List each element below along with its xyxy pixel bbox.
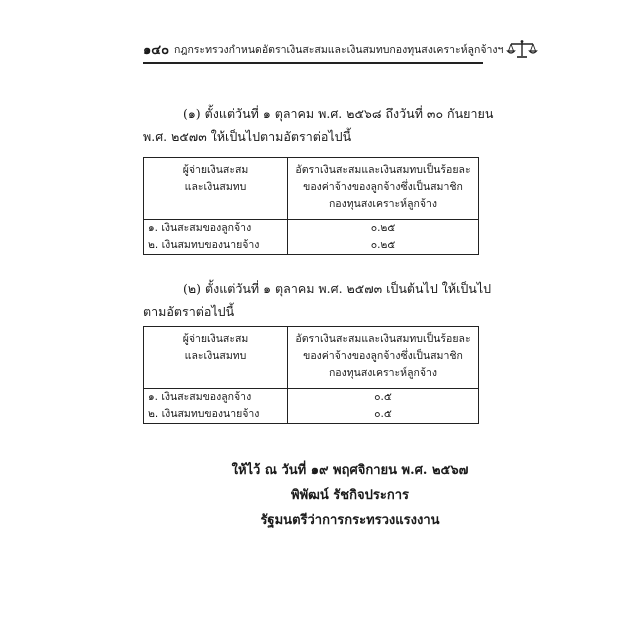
rate-cell: ๐.๒๕ xyxy=(288,220,479,238)
header-text: กองทุนสงเคราะห์ลูกจ้าง xyxy=(328,198,438,210)
payer-cell: ๒. เงินสมทบของนายจ้าง xyxy=(144,237,288,255)
header-text: ผู้จ่ายเงินสะสม xyxy=(182,164,249,176)
header-text: ผู้จ่ายเงินสะสม xyxy=(182,333,249,345)
section-1-line-1: (๑) ตั้งแต่วันที่ ๑ ตุลาคม พ.ศ. ๒๕๖๘ ถึงวันที่ ๓๐ กันยายน xyxy=(183,106,494,121)
given-date-line: ให้ไว้ ณ วันที่ ๑๙ พฤศจิกายน พ.ศ. ๒๕๖๗ xyxy=(231,463,469,478)
rate-cell: ๐.๕ xyxy=(288,389,479,407)
rate-cell: ๐.๒๕ xyxy=(288,237,479,255)
header-text: อัตราเงินสะสมและเงินสมทบเป็นร้อยละ xyxy=(295,333,471,345)
section-2-line-2: ตามอัตราต่อไปนี้ xyxy=(143,304,235,319)
header-text: ของค่าจ้างของลูกจ้างซึ่งเป็นสมาชิก xyxy=(303,350,463,362)
section-2-line-1: (๒) ตั้งแต่วันที่ ๑ ตุลาคม พ.ศ. ๒๕๗๓ เป็นต้นไป ให้เป็นไป xyxy=(183,281,492,296)
header-text: กองทุนสงเคราะห์ลูกจ้าง xyxy=(328,367,438,379)
page-number: ๑๔๐ xyxy=(143,42,170,58)
payer-cell: ๑. เงินสะสมของลูกจ้าง xyxy=(144,389,288,407)
signatory-name: พิพัฒน์ รัชกิจประการ xyxy=(291,488,409,503)
signatory-position: รัฐมนตรีว่าการกระทรวงแรงงาน xyxy=(260,513,440,528)
header-text: และเงินสมทบ xyxy=(184,350,247,362)
signature-block xyxy=(180,458,520,533)
rate-cell: ๐.๕ xyxy=(288,406,479,424)
payer-column-header xyxy=(144,327,288,389)
rate-column-header xyxy=(288,158,479,220)
table-row xyxy=(144,389,479,407)
payer-cell: ๒. เงินสมทบของนายจ้าง xyxy=(144,406,288,424)
rate-column-header xyxy=(288,327,479,389)
table-header-row xyxy=(144,327,479,389)
header-text: อัตราเงินสะสมและเงินสมทบเป็นร้อยละ xyxy=(295,164,471,176)
table-header-row xyxy=(144,158,479,220)
table-row xyxy=(144,237,479,255)
rate-table-2 xyxy=(143,326,479,424)
payer-cell: ๑. เงินสะสมของลูกจ้าง xyxy=(144,220,288,238)
rate-table-1 xyxy=(143,157,479,255)
running-header xyxy=(143,36,504,64)
table-row xyxy=(144,220,479,238)
section-2-paragraph xyxy=(143,277,492,323)
table-row xyxy=(144,406,479,424)
section-1-paragraph xyxy=(143,102,494,148)
header-title: กฎกระทรวงกำหนดอัตราเงินสะสมและเงินสมทบกองทุนสงเคราะห์ลูกจ้างฯ xyxy=(174,43,504,56)
header-text: ของค่าจ้างของลูกจ้างซึ่งเป็นสมาชิก xyxy=(303,181,463,193)
header-text: และเงินสมทบ xyxy=(184,181,247,193)
payer-column-header xyxy=(144,158,288,220)
scales-of-justice-icon xyxy=(507,39,537,59)
section-1-line-2: พ.ศ. ๒๕๗๓ ให้เป็นไปตามอัตราต่อไปนี้ xyxy=(143,129,352,144)
